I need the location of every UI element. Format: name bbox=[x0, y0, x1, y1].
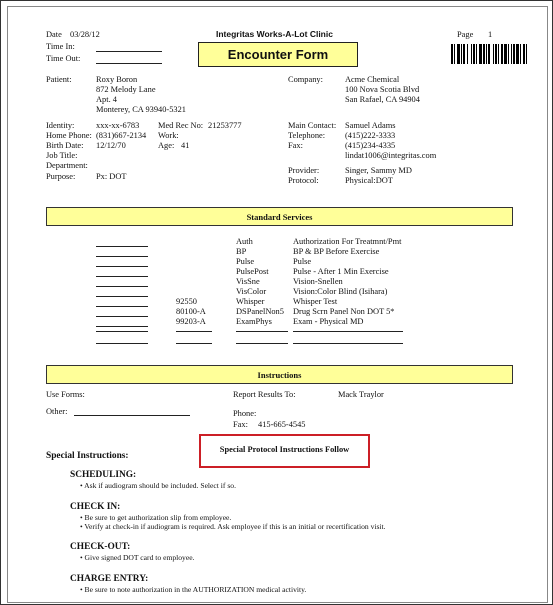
service-description: Whisper Test bbox=[293, 297, 338, 306]
other-line bbox=[74, 415, 190, 416]
special-instruction-bullet: • Be sure to get authorization slip from employee. bbox=[80, 513, 232, 522]
instructions-fax-value: 415-665-4545 bbox=[258, 420, 306, 429]
date-value: 03/28/12 bbox=[70, 30, 100, 39]
service-description: Pulse - After 1 Min Exercise bbox=[293, 267, 389, 276]
time-in-label: Time In: bbox=[46, 42, 75, 51]
service-description: Drug Scrn Panel Non DOT 5* bbox=[293, 307, 395, 316]
barcode-image bbox=[451, 44, 547, 64]
time-in-line bbox=[96, 51, 162, 52]
patient-name: Roxy Boron bbox=[96, 75, 138, 84]
report-results-label: Report Results To: bbox=[233, 390, 296, 399]
service-blank-line bbox=[96, 276, 148, 277]
main-contact-value: Samuel Adams bbox=[345, 121, 396, 130]
form-title: Encounter Form bbox=[227, 47, 329, 62]
service-blank-line bbox=[236, 331, 288, 332]
company-label: Company: bbox=[288, 75, 323, 84]
service-description: BP & BP Before Exercise bbox=[293, 247, 380, 256]
med-rec-label: Med Rec No: bbox=[158, 121, 204, 130]
age-value: 41 bbox=[181, 141, 190, 150]
service-blank-line bbox=[96, 326, 148, 327]
instructions-phone-label: Phone: bbox=[233, 409, 257, 418]
report-results-to: Mack Traylor bbox=[338, 390, 384, 399]
department-label: Department: bbox=[46, 161, 88, 170]
page-label: Page bbox=[457, 30, 474, 39]
provider-value: Singer, Sammy MD bbox=[345, 166, 412, 175]
special-section-title: CHARGE ENTRY: bbox=[70, 574, 149, 584]
service-blank-line bbox=[96, 246, 148, 247]
encounter-form-title-box bbox=[198, 42, 358, 67]
date-label: Date bbox=[46, 30, 62, 39]
special-section-title: CHECK IN: bbox=[70, 502, 121, 512]
main-contact-label: Main Contact: bbox=[288, 121, 337, 130]
service-name: Whisper bbox=[236, 297, 265, 306]
page-number: 1 bbox=[488, 30, 493, 39]
protocol-value: Physical:DOT bbox=[345, 176, 393, 185]
special-instruction-bullet: • Give signed DOT card to employee. bbox=[80, 553, 195, 562]
special-instruction-bullet: • Verify at check-in if audiogram is required. Ask employee if this is an initial or recertification visit. bbox=[80, 522, 386, 531]
use-forms-label: Use Forms: bbox=[46, 390, 85, 399]
patient-address1: 872 Melody Lane bbox=[96, 85, 156, 94]
company-fax-label: Fax: bbox=[288, 141, 303, 150]
birth-date-label: Birth Date: bbox=[46, 141, 84, 150]
service-blank-line bbox=[236, 343, 288, 344]
purpose-label: Purpose: bbox=[46, 172, 76, 181]
patient-city: Monterey, CA 93940-5321 bbox=[96, 105, 186, 114]
telephone-value: (415)222-3333 bbox=[345, 131, 396, 140]
company-city: San Rafael, CA 94904 bbox=[345, 95, 420, 104]
company-email: lindat1006@integritas.com bbox=[345, 151, 437, 160]
special-instructions-heading: Special Instructions: bbox=[46, 451, 129, 461]
time-out-label: Time Out: bbox=[46, 54, 81, 63]
service-blank-line bbox=[176, 343, 212, 344]
service-blank-line bbox=[96, 256, 148, 257]
birth-date-value: 12/12/70 bbox=[96, 141, 126, 150]
service-code: 99203-A bbox=[176, 317, 206, 326]
service-name: BP bbox=[236, 247, 247, 256]
company-fax-value: (415)234-4335 bbox=[345, 141, 396, 150]
service-name: VisColor bbox=[236, 287, 267, 296]
service-blank-line bbox=[96, 286, 148, 287]
instructions-fax-label: Fax: bbox=[233, 420, 248, 429]
service-description: Vision:Color Blind (Isihara) bbox=[293, 287, 388, 296]
service-code: 92550 bbox=[176, 297, 197, 306]
service-blank-line bbox=[96, 296, 148, 297]
service-description: Vision-Snellen bbox=[293, 277, 343, 286]
home-phone-label: Home Phone: bbox=[46, 131, 92, 140]
service-code: 80100-A bbox=[176, 307, 206, 316]
time-out-line bbox=[96, 63, 162, 64]
identity-label: Identity: bbox=[46, 121, 75, 130]
med-rec-value: 21253777 bbox=[208, 121, 242, 130]
service-name: ExamPhys bbox=[236, 317, 272, 326]
company-address: 100 Nova Scotia Blvd bbox=[345, 85, 420, 94]
age-label: Age: bbox=[158, 141, 175, 150]
special-instruction-bullet: • Be sure to note authorization in the AUTHORIZATION medical activity. bbox=[80, 585, 307, 594]
service-name: VisSne bbox=[236, 277, 260, 286]
service-name: PulsePost bbox=[236, 267, 269, 276]
clinic-name: Integritas Works-A-Lot Clinic bbox=[216, 29, 333, 39]
service-blank-line bbox=[176, 331, 212, 332]
job-title-label: Job Title: bbox=[46, 151, 78, 160]
service-description: Authorization For Treatmnt/Pmt bbox=[293, 237, 402, 246]
encounter-form-page bbox=[7, 6, 548, 603]
special-section-title: CHECK-OUT: bbox=[70, 542, 131, 552]
service-blank-line bbox=[96, 306, 148, 307]
service-name: Pulse bbox=[236, 257, 255, 266]
standard-services-banner bbox=[46, 207, 513, 226]
special-instruction-bullet: • Ask if audiogram should be included. Select if so. bbox=[80, 481, 236, 490]
service-blank-line bbox=[96, 331, 148, 332]
service-blank-line bbox=[293, 343, 403, 344]
special-protocol-highlight bbox=[199, 434, 370, 468]
service-blank-line bbox=[96, 343, 148, 344]
service-blank-line bbox=[96, 316, 148, 317]
other-label: Other: bbox=[46, 407, 68, 416]
instructions-title: Instructions bbox=[257, 369, 302, 380]
service-description: Exam - Physical MD bbox=[293, 317, 364, 326]
instructions-banner bbox=[46, 365, 513, 384]
service-blank-line bbox=[293, 331, 403, 332]
patient-address2: Apt. 4 bbox=[96, 95, 117, 104]
service-name: Auth bbox=[236, 237, 253, 246]
special-protocol-banner: Special Protocol Instructions Follow bbox=[219, 445, 350, 454]
protocol-label: Protocol: bbox=[288, 176, 319, 185]
home-phone-value: (831)667-2134 bbox=[96, 131, 147, 140]
patient-label: Patient: bbox=[46, 75, 72, 84]
special-section-title: SCHEDULING: bbox=[70, 470, 137, 480]
company-name: Acme Chemical bbox=[345, 75, 400, 84]
provider-label: Provider: bbox=[288, 166, 320, 175]
work-label: Work: bbox=[158, 131, 179, 140]
telephone-label: Telephone: bbox=[288, 131, 326, 140]
service-description: Pulse bbox=[293, 257, 312, 266]
standard-services-title: Standard Services bbox=[246, 211, 313, 222]
service-blank-line bbox=[96, 266, 148, 267]
identity-value: xxx-xx-6783 bbox=[96, 121, 140, 130]
purpose-value: Px: DOT bbox=[96, 172, 127, 181]
service-name: DSPanelNon5 bbox=[236, 307, 284, 316]
